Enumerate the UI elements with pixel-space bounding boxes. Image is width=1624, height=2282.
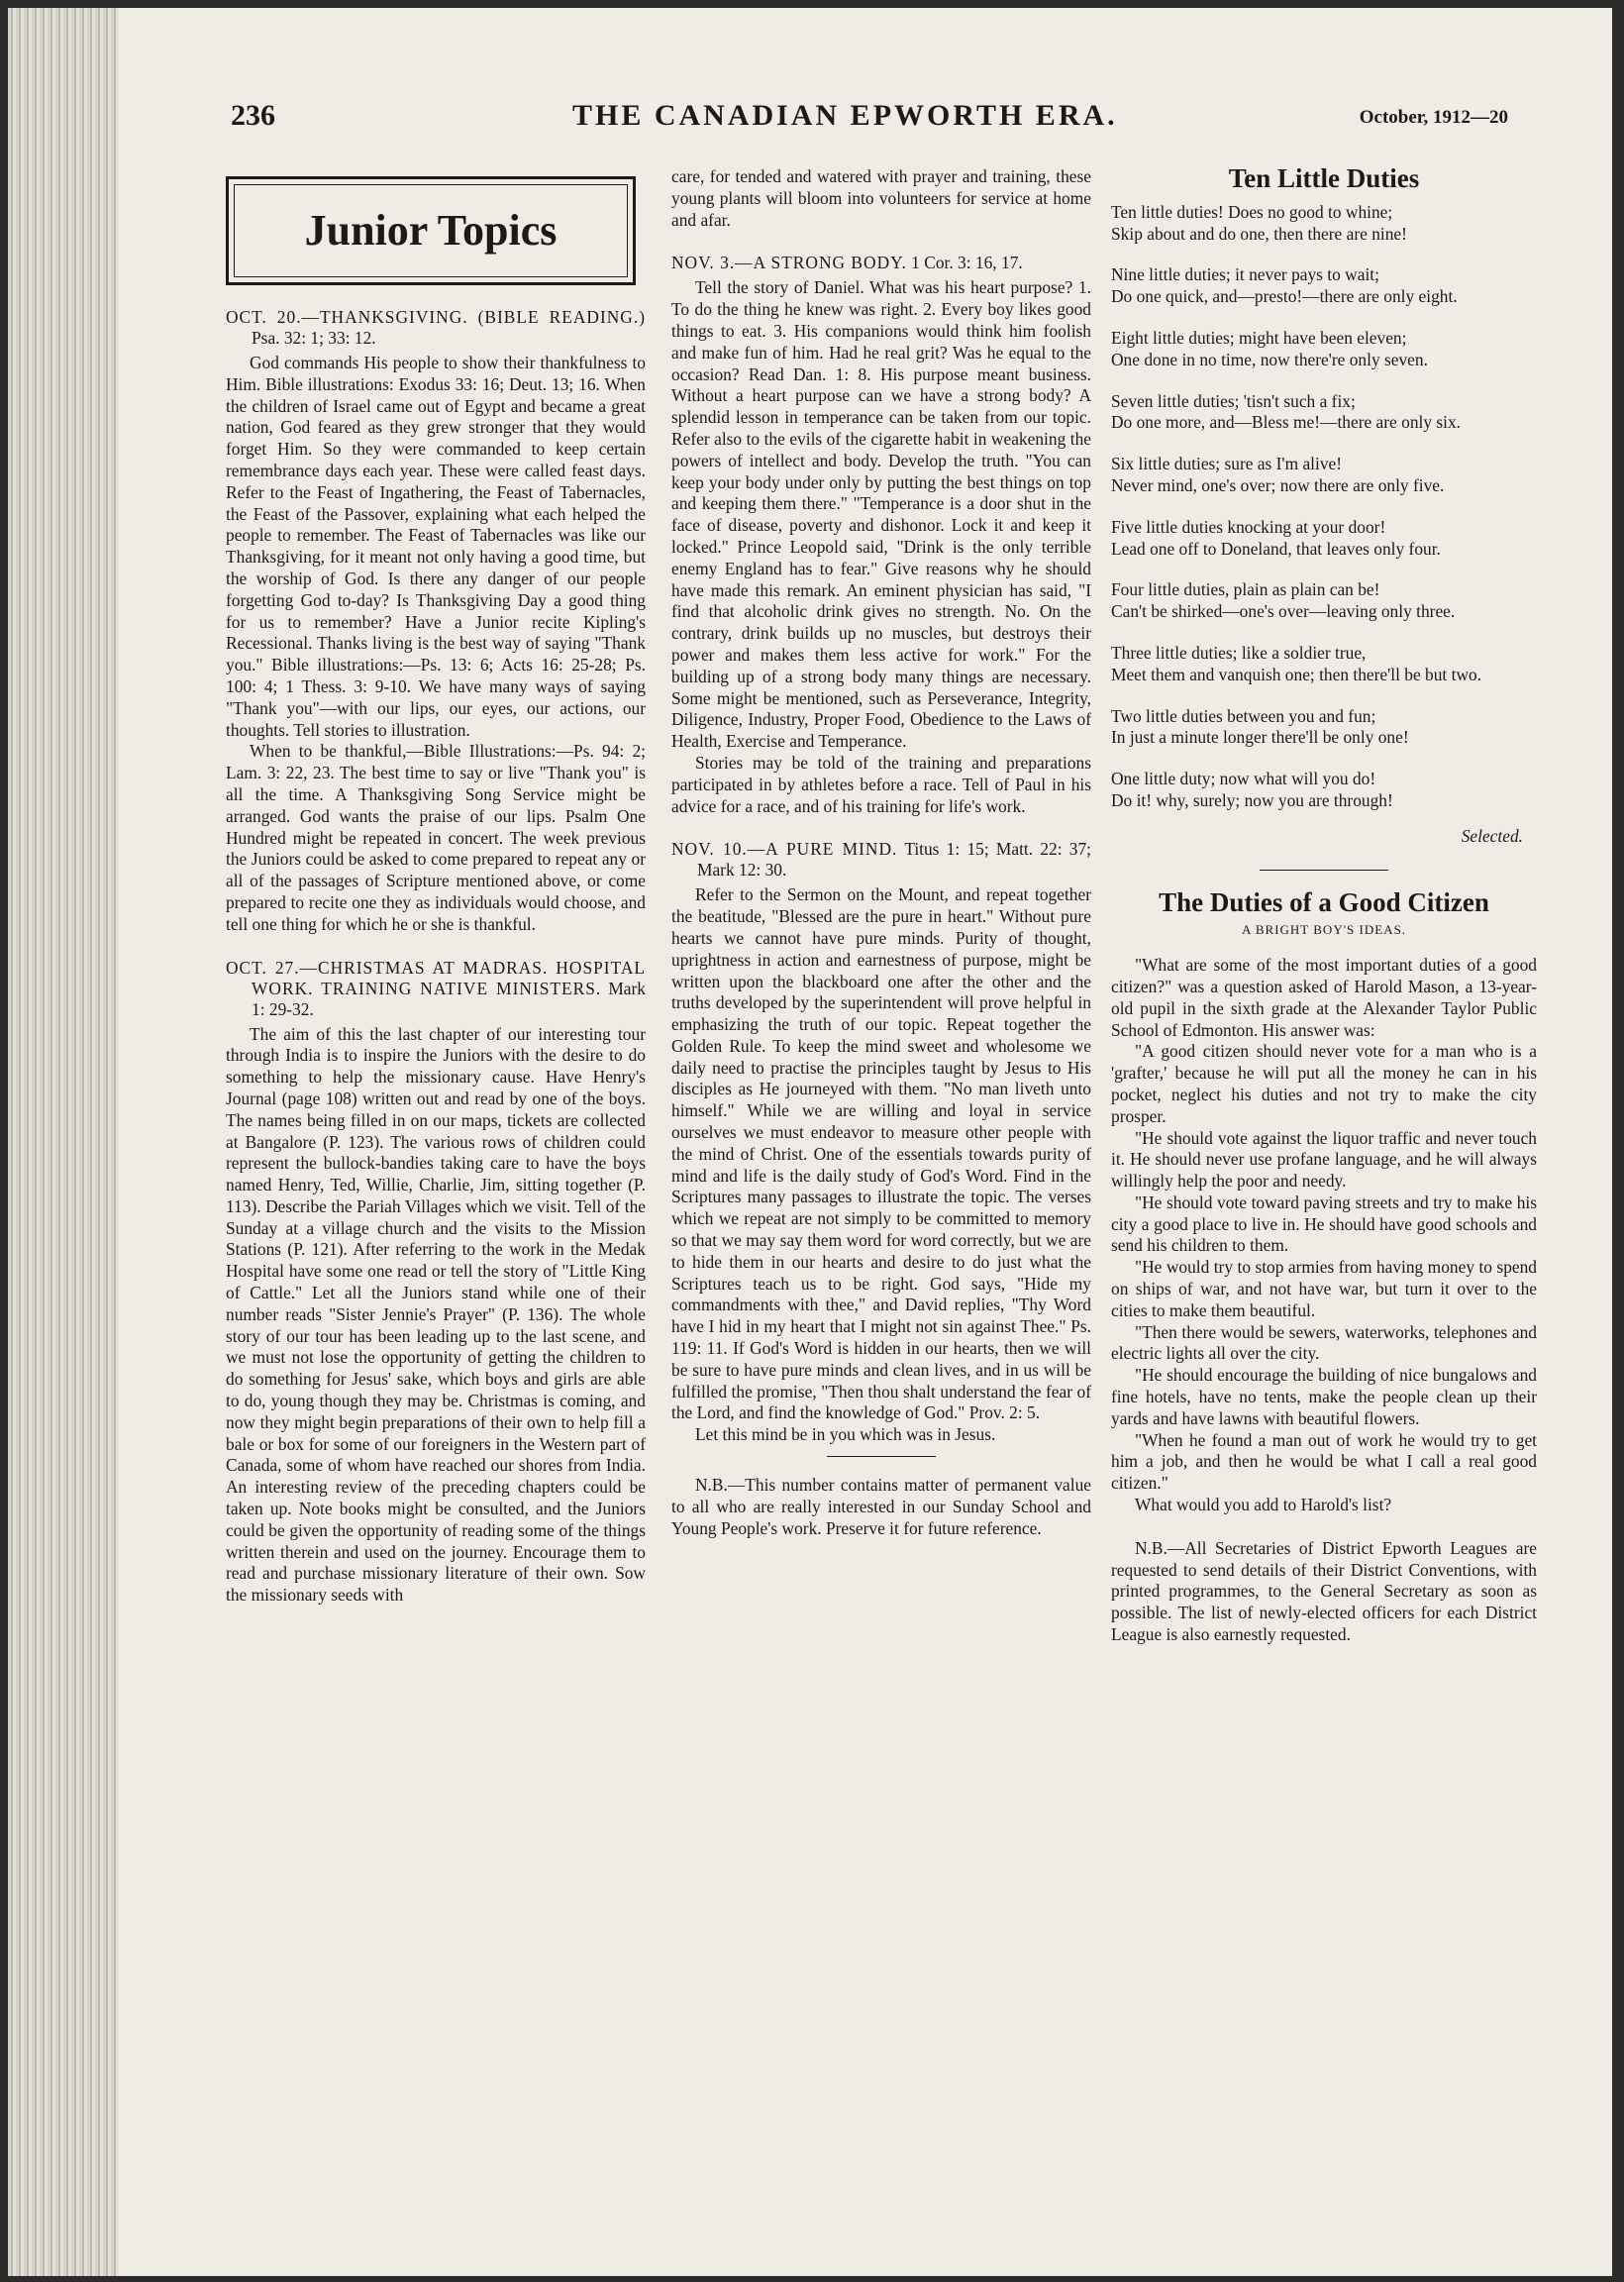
topic-heading-text: OCT. 27.—CHRISTMAS AT MADRAS. HOSPITAL WORK. TRAINING NATIVE MINISTERS. bbox=[226, 957, 646, 998]
poem-stanza bbox=[1111, 202, 1537, 246]
paragraph: "He would try to stop armies from having money to spend on ships of war, and not have war, but turn it over to the cities to make them beautiful. bbox=[1111, 1257, 1537, 1320]
poem-line: One done in no time, now there're only seven. bbox=[1111, 349, 1428, 369]
divider-rule bbox=[827, 1456, 936, 1457]
paragraph: What would you add to Harold's list? bbox=[1135, 1495, 1392, 1515]
paragraph: Stories may be told of the training and preparations participated in by athletes before a race. Tell of Paul in his advice for a race, and of his training for life's work. bbox=[671, 752, 1091, 816]
magazine-title: THE CANADIAN EPWORTH ERA. bbox=[572, 99, 1118, 132]
column-right bbox=[1111, 163, 1537, 1646]
poem-line: Two little duties between you and fun; bbox=[1111, 705, 1376, 726]
poem-body bbox=[1111, 202, 1537, 812]
poem-attribution: Selected. bbox=[1461, 825, 1523, 846]
poem-stanza bbox=[1111, 391, 1537, 435]
paragraph: The aim of this the last chapter of our interesting tour through India is to inspire the Juniors with the desire to do something to help the missionary cause. Have Henry's Journal (page 108) written out and read by one of the boys. The names being filled in on our maps, tickets are collected at Bangalore (P. 123). The various rows of children could represent the bullock-bandies taking care to have the boys named Henry, Ted, Willie, Charlie, Jim, sitting together (P. 113). Describe the Pariah Villages which we visit. Tell of the Sunday at a village church and the visits to the Mission Stations (P. 121). After referring to the work in the Medak Hospital have some one read or tell the story of "Little King of Cattle." Let all the Juniors stand while one of their number reads "Sister Jennie's Prayer" (P. 136). The whole story of our tour has been leading up to the last scene, and we must not lose the opportunity of getting the children to do something for Jesus' sake, which boys and girls are able to do, young though they may be. Christmas is coming, and now they might begin preparations of their own to help fill a bale or box for some of our foreigners in the Western part of Canada, some of whom have reached our shores from India. An interesting review of the preceding chapters could be taken up. Note books might be consulted, and the Juniors could be given the opportunity of reading some of the things written therein and used on the journey. Encourage them to read and purchase missionary literature of their own. Sow the missionary seeds with bbox=[226, 1023, 646, 1606]
poem-line: Nine little duties; it never pays to wait; bbox=[1111, 264, 1379, 285]
poem-line: Eight little duties; might have been eleven; bbox=[1111, 327, 1407, 348]
poem-line: Never mind, one's over; now there are only five. bbox=[1111, 474, 1445, 495]
page-header bbox=[231, 99, 1508, 149]
poem-line: Six little duties; sure as I'm alive! bbox=[1111, 454, 1343, 474]
article-title: The Duties of a Good Citizen bbox=[1159, 886, 1489, 917]
paragraph: "He should encourage the building of nice bungalows and fine hotels, have no tents, make the people clean up their yards and have lawns with beautiful flowers. bbox=[1111, 1365, 1537, 1428]
paragraph: "When he found a man out of work he would try to get him a job, and then he would be what I call a real good citizen." bbox=[1111, 1429, 1537, 1494]
paragraph: Tell the story of Daniel. What was his heart purpose? 1. To do the thing he knew was right. 2. Every boy likes good things to eat. 3. His companions would think him foolish and make fun of him. Had he real grit? Was he equal to the occasion? Read Dan. 1: 8. His purpose meant business. Without a heart purpose can we have a strong body? A splendid lesson in temperance can be taken from our topic. Refer also to the evils of the cigarette habit in weakening the powers of intellect and body. Develop the truth. "You can keep your body under only by putting the best things on top and keeping them there." "Temperance is a door shut in the face of disease, poverty and dishonor. Lock it and keep it locked." Prince Leopold said, "Drink is the only terrible enemy England has to fear." Give reasons why he should have made this remark. An eminent physician has said, "I find that alcoholic drink gives no strength. No. On the contrary, drink builds up no muscles, but destroys their power and makes them less active for work." For the building up of a strong body many things are necessary. Some might be mentioned, such as Perseverance, Integrity, Diligence, Industry, Proper Food, Obedience to the Laws of Health, Exercise and Temperance. bbox=[671, 277, 1091, 752]
topic-heading-text: OCT. 20.—THANKSGIVING. (BIBLE READING.) bbox=[226, 307, 646, 327]
page-number: 236 bbox=[231, 99, 275, 132]
poem-stanza bbox=[1111, 643, 1537, 686]
topic-heading-oct27 bbox=[226, 958, 646, 1020]
page-binding-edge bbox=[8, 8, 119, 2276]
paragraph: Refer to the Sermon on the Mount, and repeat together the beatitude, "Blessed are the pure in heart." Without pure hearts we cannot have pure minds. Purity of thought, uprightness in action and earnestness of purpose, might be written upon the blackboard one after the other and the truths developed by the superintendent will prove helpful in emphasizing the truth of our topic. Repeat together the Golden Rule. To keep the mind sweet and wholesome we daily need to practise the principles taught by Jesus to His disciples as He journeyed with them. "No man liveth unto himself." While we are willing and loyal in service ourselves we must endeavor to measure other people with the mind of Christ. One of the essentials towards purity of mind and life is the daily study of God's Word. Find in the Scriptures many passages to illustrate the topic. The verses which we repeat are not simply to be committed to memory so that we may say them word for word correctly, but we are to hide them in our hearts and desire to do just what the Scriptures teach us to be right. God says, "Hide my commandments with thee," and David replies, "Thy Word have I hid in my heart that I might not sin against Thee." Ps. 119: 11. If God's Word is hidden in our hearts, then we will be sure to have pure minds and clean lives, and in us will be fulfilled the promise, "Then thou shalt understand the fear of the Lord, and find the knowledge of God." Prov. 2: 5. bbox=[671, 884, 1091, 1423]
poem-line: Do one more, and—Bless me!—there are only six. bbox=[1111, 412, 1462, 433]
poem-line: Four little duties, plain as plain can be! bbox=[1111, 579, 1380, 600]
article-subheading: A BRIGHT BOY'S IDEAS. bbox=[1241, 922, 1407, 938]
paragraph: "He should vote toward paving streets and try to make his city a good place to live in. He should have good schools and send his children to them. bbox=[1111, 1192, 1537, 1256]
topic-heading-nov10 bbox=[671, 839, 1091, 881]
poem-line: Do one quick, and—presto!—there are only eight. bbox=[1111, 286, 1458, 307]
topic-heading-text: NOV. 3.—A STRONG BODY. bbox=[671, 253, 907, 273]
article-body bbox=[1111, 955, 1537, 1516]
scripture-reference: Psa. 32: 1; 33: 12. bbox=[252, 328, 376, 348]
poem-line: Lead one off to Doneland, that leaves only four. bbox=[1111, 538, 1441, 559]
poem-line: Meet them and vanquish one; then there'll be but two. bbox=[1111, 664, 1482, 684]
poem-line: Seven little duties; 'tisn't such a fix; bbox=[1111, 390, 1356, 411]
scripture-reference: 1 Cor. 3: 16, 17. bbox=[911, 253, 1023, 273]
paragraph: "He should vote against the liquor traffic and never touch it. He should never use profane language, and he will always willingly help the poor and needy. bbox=[1111, 1127, 1537, 1192]
poem-line: One little duty; now what will you do! bbox=[1111, 769, 1376, 789]
topic-heading-nov3 bbox=[671, 253, 1091, 273]
poem-line: Three little duties; like a soldier true, bbox=[1111, 642, 1367, 663]
poem-line: Skip about and do one, then there are nine! bbox=[1111, 223, 1407, 244]
nb-note: N.B.—This number contains matter of permanent value to all who are really interested in our Sunday School and Young People's work. Preserve it for future reference. bbox=[671, 1475, 1091, 1538]
poem-stanza bbox=[1111, 769, 1537, 812]
paragraph: "What are some of the most important duties of a good citizen?" was a question asked of Harold Mason, a 13-year-old pupil in the sixth grade at the Alexander Taylor Public School of Edmonton. His answer was: bbox=[1111, 955, 1537, 1040]
poem-line: Five little duties knocking at your door! bbox=[1111, 516, 1386, 537]
topic-heading-oct20 bbox=[226, 307, 646, 349]
poem-line: Ten little duties! Does no good to whine; bbox=[1111, 201, 1393, 222]
paragraph: "A good citizen should never vote for a man who is a 'grafter,' because he will put all the money he can in his pocket, neglect his duties and not try to make the city prosper. bbox=[1111, 1041, 1537, 1126]
junior-topics-box bbox=[226, 176, 636, 285]
magazine-page bbox=[8, 8, 1612, 2276]
column-left bbox=[226, 166, 646, 1607]
scripture-reference: Mark 1: 29-32. bbox=[252, 978, 646, 1019]
paragraph: Let this mind be in you which was in Jesus. bbox=[695, 1424, 996, 1445]
paragraph: "Then there would be sewers, waterworks, telephones and electric lights all over the city. bbox=[1111, 1321, 1537, 1364]
poem-line: In just a minute longer there'll be only one! bbox=[1111, 727, 1409, 748]
junior-topics-title: Junior Topics bbox=[234, 184, 628, 277]
poem-stanza bbox=[1111, 706, 1537, 750]
paragraph-continued: care, for tended and watered with prayer and training, these young plants will bloom into volunteers for service at home and afar. bbox=[671, 166, 1091, 230]
nb-note: N.B.—All Secretaries of District Epworth Leagues are requested to send details of their District Conventions, with printed programmes, to the General Secretary as soon as possible. The list of newly-elected officers for each District League is also earnestly requested. bbox=[1111, 1537, 1537, 1645]
topic-heading-text: NOV. 10.—A PURE MIND. bbox=[671, 839, 898, 860]
poem-stanza bbox=[1111, 517, 1537, 561]
paragraph: God commands His people to show their thankfulness to Him. Bible illustrations: Exodus 33: 16; Deut. 13; 16. When the children of Israel came out of Egypt and became a great nation, God feared as they grew stronger that they would forget Him. So they were commanded to keep certain remembrance days each year. These were called feast days. Refer to the Feast of Ingathering, the Feast of Tabernacles, the Feast of the Passover, explaining what each helped the people to remember. The Feast of Tabernacles was like our Thanksgiving, for it meant not only having a good time, but the worship of God. Is there any danger of our people forgetting God to-day? Is Thanksgiving Day a good thing for us to remember? Have a Junior recite Kipling's Recessional. Thanks living is the best way of saying "Thank you." Bible illustrations:—Ps. 13: 6; Acts 16: 25-28; Ps. 100: 4; 1 Thess. 3: 9-10. We have many ways of saying "Thank you"—with our lips, our eyes, our actions, our thoughts. Tell stories to illustration. bbox=[226, 353, 646, 740]
poem-stanza bbox=[1111, 579, 1537, 623]
column-middle bbox=[671, 166, 1091, 1539]
scripture-reference: Titus 1: 15; Matt. 22: 37; Mark 12: 30. bbox=[697, 839, 1091, 881]
poem-title: Ten Little Duties bbox=[1228, 163, 1420, 193]
poem-line: Do it! why, surely; now you are through! bbox=[1111, 789, 1393, 810]
poem-stanza bbox=[1111, 264, 1537, 308]
divider-rule bbox=[1260, 870, 1388, 871]
paragraph: When to be thankful,—Bible Illustrations:—Ps. 94: 2; Lam. 3: 22, 23. The best time to say or live "Thank you" is all the time. A Thanksgiving Song Service might be arranged. God wants the praise of our lips. Psalm One Hundred might be repeated in concert. The week previous the Juniors could be asked to come prepared to repeat any or all of the passages of Scripture mentioned above, or come prepared to recite one they as individuals would choose, and tell one thing for which he or she is thankful. bbox=[226, 741, 646, 934]
poem-stanza bbox=[1111, 454, 1537, 497]
poem-line: Can't be shirked—one's over—leaving only three. bbox=[1111, 601, 1456, 622]
issue-date: October, 1912—20 bbox=[1359, 107, 1508, 128]
poem-stanza bbox=[1111, 328, 1537, 371]
